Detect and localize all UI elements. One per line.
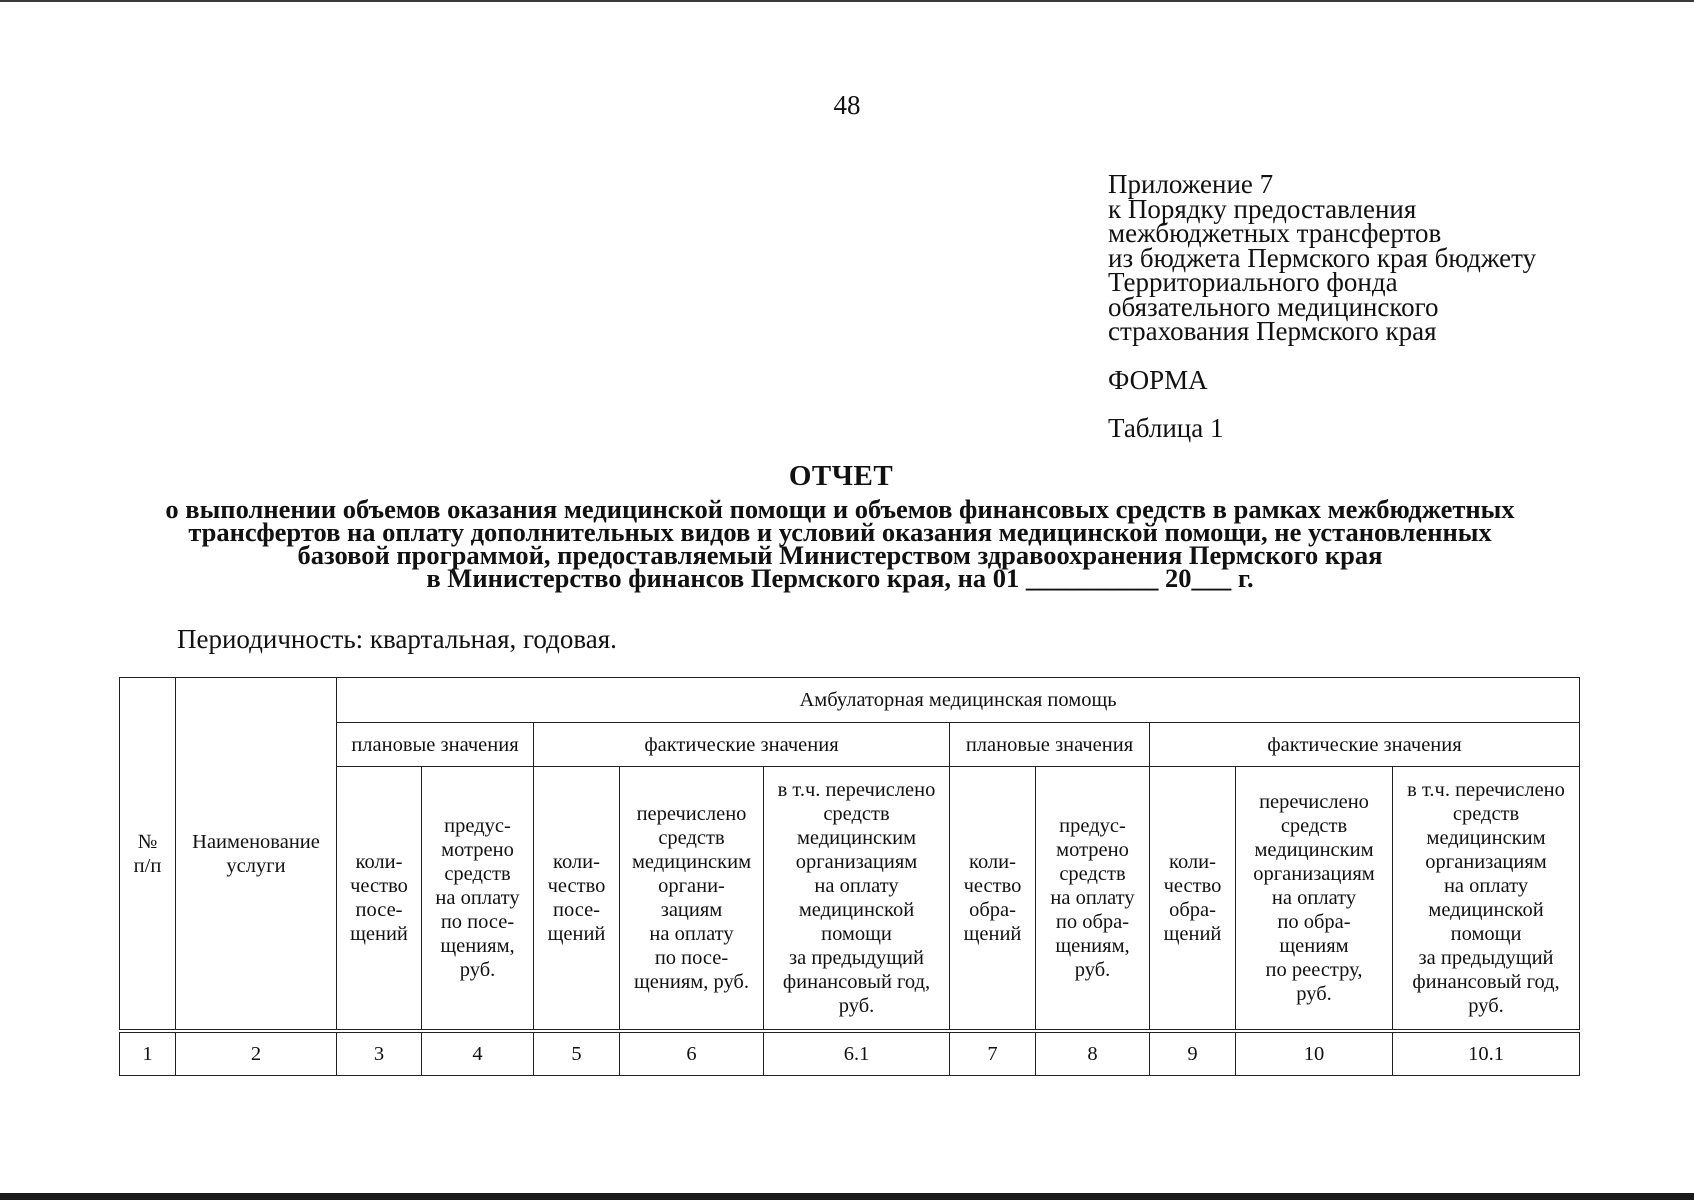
- column-number-cell: 4: [422, 1031, 534, 1076]
- table-header-row: [120, 723, 1580, 767]
- header-column: перечислено средств медицинским органи- зациям на оплату по посе- щениям, руб.: [620, 767, 764, 1032]
- form-label: ФОРМА: [1108, 365, 1208, 395]
- column-number-cell: 8: [1036, 1031, 1150, 1076]
- page-number: 48: [833, 90, 861, 120]
- table-header-row: [120, 678, 1580, 723]
- header-column: коли- чество посе- щений: [534, 767, 620, 1032]
- column-number-cell: 9: [1150, 1031, 1236, 1076]
- header-column: перечислено средств медицинским организациям на оплату по обра- щениям по реестру, руб.: [1236, 767, 1393, 1032]
- table-header-row: [120, 767, 1580, 1032]
- report-subtitle: [100, 494, 1580, 593]
- header-column: коли- чество обра- щений: [1150, 767, 1236, 1032]
- report-subtitle-line: о выполнении объемов оказания медицинской помощи и объемов финансовых средств в рамках межбюджетных: [165, 494, 1515, 524]
- appendix-line: межбюджетных трансфертов: [1108, 218, 1442, 248]
- column-number-cell: 3: [337, 1031, 422, 1076]
- column-number-cell: 2: [176, 1031, 337, 1076]
- header-subgroup-actual: фактические значения: [1150, 723, 1580, 767]
- table-label: Таблица 1: [1108, 413, 1224, 443]
- column-number-cell: 7: [950, 1031, 1036, 1076]
- report-title: ОТЧЕТ: [788, 460, 894, 492]
- header-column: предус- мотрено средств на оплату по посе- щениям, руб.: [422, 767, 534, 1032]
- scan-edge-top: [0, 0, 1694, 2]
- appendix-line: обязательного медицинского: [1108, 291, 1439, 322]
- table-row-numbering: [120, 1031, 1580, 1076]
- report-subtitle-line: трансфертов на оплату дополнительных видов и условий оказания медицинской помощи, не установленных: [188, 517, 1492, 547]
- header-column: в т.ч. перечислено средств медицинским организациям на оплату медицинской помощи за предыдущий финансовый год, руб.: [1393, 767, 1580, 1032]
- header-subgroup-actual: фактические значения: [534, 723, 950, 767]
- header-service-name: Наименование услуги: [176, 678, 337, 1032]
- header-group-outpatient: Амбулаторная медицинская помощь: [337, 678, 1580, 723]
- appendix-block: [1108, 169, 1668, 346]
- column-number-cell: 10.1: [1393, 1031, 1580, 1076]
- header-number: № п/п: [120, 678, 176, 1032]
- appendix-line: Приложение 7: [1108, 169, 1274, 199]
- header-column: коли- чество посе- щений: [337, 767, 422, 1032]
- column-number-cell: 10: [1236, 1031, 1393, 1076]
- scan-edge-bottom: [0, 1193, 1694, 1200]
- column-number-cell: 6.1: [764, 1031, 950, 1076]
- report-table: [119, 677, 1580, 1076]
- column-number-cell: 6: [620, 1031, 764, 1076]
- header-column: предус- мотрено средств на оплату по обра- щениям, руб.: [1036, 767, 1150, 1032]
- header-subgroup-planned: плановые значения: [337, 723, 534, 767]
- header-subgroup-planned: плановые значения: [950, 723, 1150, 767]
- column-number-cell: 1: [120, 1031, 176, 1076]
- column-number-cell: 5: [534, 1031, 620, 1076]
- header-column: коли- чество обра- щений: [950, 767, 1036, 1032]
- appendix-line: к Порядку предоставления: [1108, 193, 1417, 224]
- periodicity-note: Периодичность: квартальная, годовая.: [177, 624, 617, 654]
- report-subtitle-line: базовой программой, предоставляемый Министерством здравоохранения Пермского края: [297, 540, 1383, 570]
- appendix-line: Территориального фонда: [1108, 267, 1398, 297]
- appendix-line: страхования Пермского края: [1108, 316, 1437, 346]
- header-column: в т.ч. перечислено средств медицинским организациям на оплату медицинской помощи за предыдущий финансовый год, руб.: [764, 767, 950, 1032]
- appendix-line: из бюджета Пермского края бюджету: [1108, 242, 1537, 273]
- report-subtitle-line: в Министерство финансов Пермского края, на 01 __________ 20___ г.: [426, 563, 1254, 593]
